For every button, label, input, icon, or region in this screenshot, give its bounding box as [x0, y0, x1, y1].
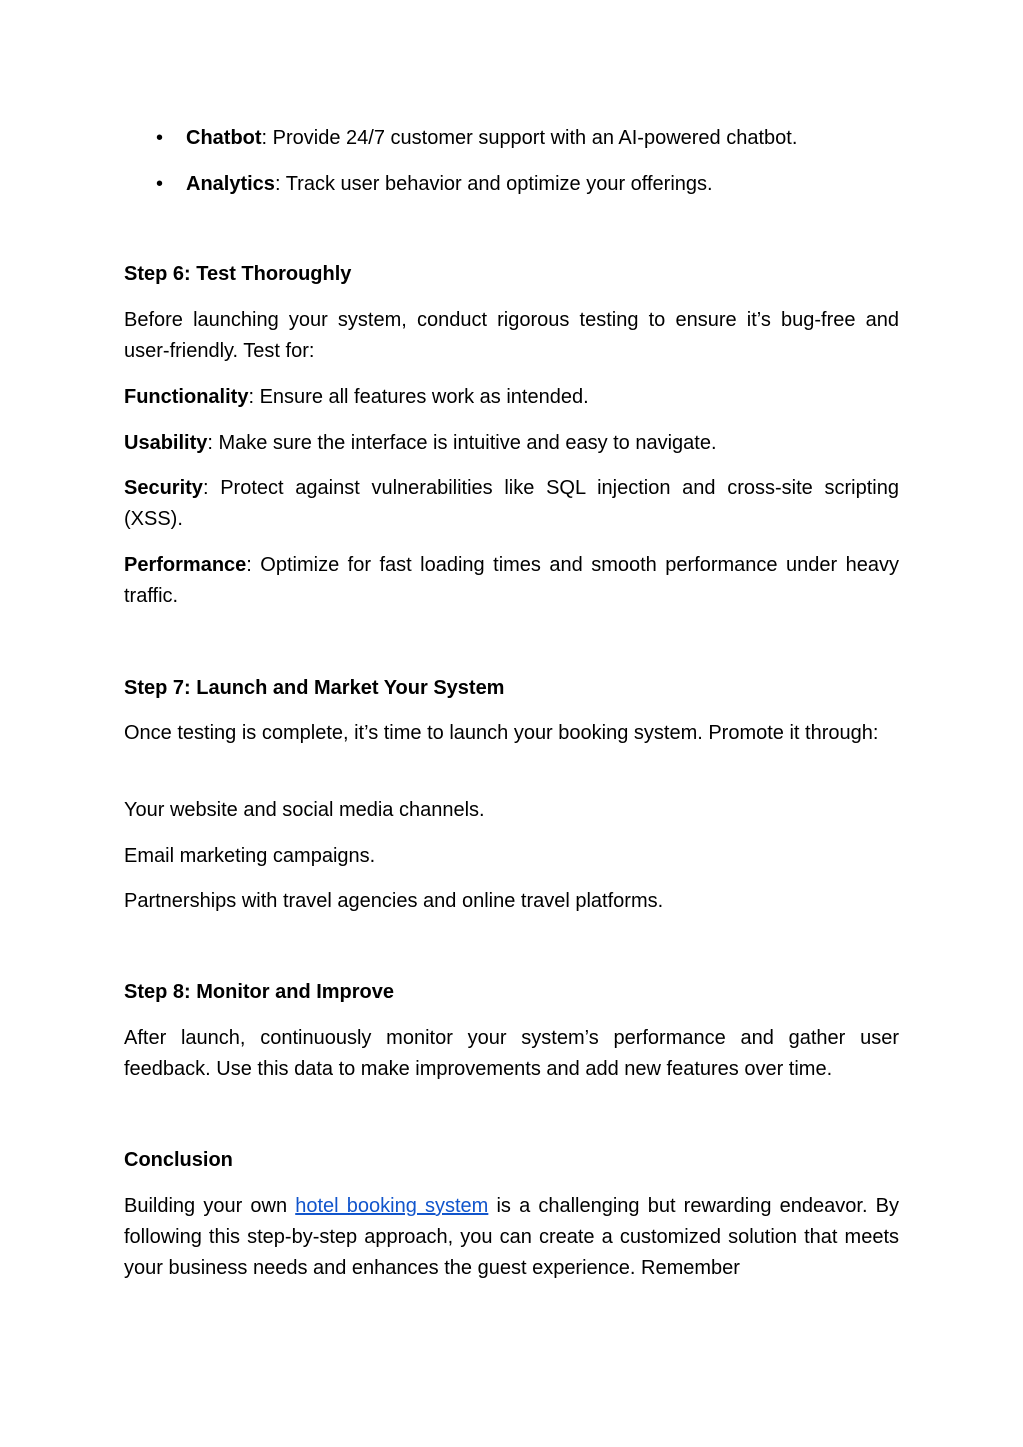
step6-item-security	[124, 473, 899, 535]
item-text: : Optimize for fast loading times and smooth performance under heavy traffic.	[124, 554, 899, 607]
step7-intro: Once testing is complete, it’s time to launch your booking system. Promote it through:	[124, 722, 879, 744]
bullet-icon: •	[156, 173, 164, 195]
step6-item-performance	[124, 550, 899, 612]
bullet-item-analytics	[124, 169, 899, 200]
bullet-term: Analytics	[186, 173, 275, 195]
item-term: Functionality	[124, 386, 249, 408]
step6-item-functionality	[124, 382, 899, 413]
feature-bullet-list	[124, 123, 899, 215]
conclusion-heading: Conclusion	[124, 1149, 233, 1171]
step6-item-usability	[124, 428, 899, 459]
step6-heading: Step 6: Test Thoroughly	[124, 263, 352, 285]
bullet-text: : Provide 24/7 customer support with an AI-powered chatbot.	[261, 127, 798, 149]
step7-heading: Step 7: Launch and Market Your System	[124, 677, 505, 699]
item-text: : Make sure the interface is intuitive and easy to navigate.	[207, 432, 717, 454]
bullet-icon: •	[156, 127, 164, 149]
conclusion-text	[124, 1191, 899, 1284]
hotel-booking-system-link[interactable]: hotel booking system	[295, 1195, 489, 1217]
step7-item: Your website and social media channels.	[124, 799, 485, 821]
conclusion-text-end: is a challenging but rewarding endeavor. By following this step-by-step approach, you can create a customized solution that meets your business needs and enhances the guest experience. Remember	[124, 1195, 899, 1279]
item-term: Performance	[124, 554, 247, 576]
step8-heading: Step 8: Monitor and Improve	[124, 981, 395, 1003]
item-text: : Ensure all features work as intended.	[248, 386, 589, 408]
bullet-text: : Track user behavior and optimize your offerings.	[274, 173, 713, 195]
step8-text: After launch, continuously monitor your system’s performance and gather user feedback. Use this data to make improvements and add new features over time.	[124, 1027, 899, 1080]
item-term: Security	[124, 477, 203, 499]
conclusion-text-start: Building your own	[124, 1195, 296, 1217]
step6-intro: Before launching your system, conduct rigorous testing to ensure it’s bug-free and user-friendly. Test for:	[124, 309, 899, 362]
bullet-term: Chatbot	[186, 127, 262, 149]
item-term: Usability	[124, 432, 208, 454]
item-text: : Protect against vulnerabilities like SQL injection and cross-site scripting (XSS).	[124, 477, 899, 530]
step7-item: Email marketing campaigns.	[124, 845, 376, 867]
step7-item: Partnerships with travel agencies and online travel platforms.	[124, 890, 664, 912]
bullet-item-chatbot	[124, 123, 899, 154]
